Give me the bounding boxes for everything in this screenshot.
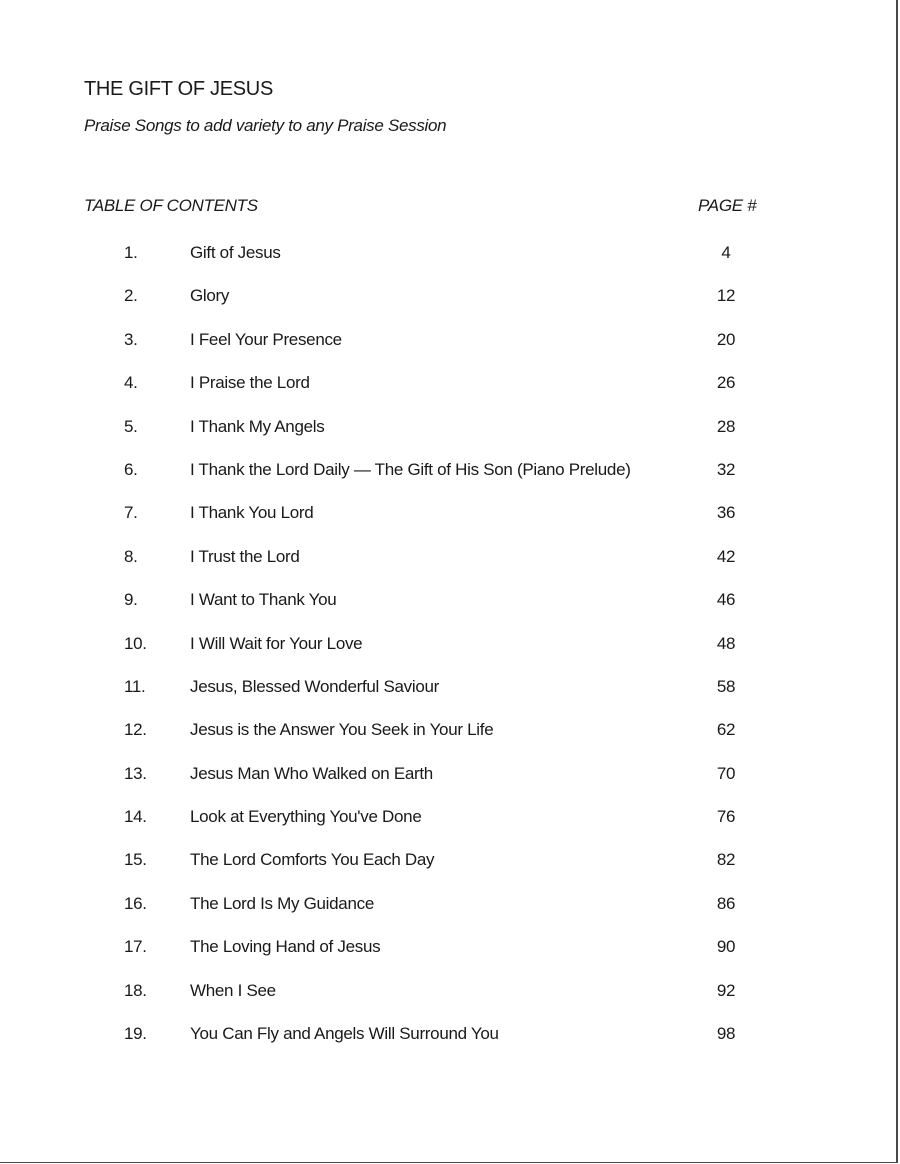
toc-header xyxy=(84,196,784,218)
toc-entry-page: 4 xyxy=(721,243,731,262)
toc-entry-page: 42 xyxy=(716,546,736,566)
toc-entry-title: The Loving Hand of Jesus xyxy=(190,937,381,957)
toc-entry xyxy=(0,937,898,980)
toc-page-column-label: PAGE # xyxy=(698,196,757,215)
toc-entry xyxy=(0,590,898,633)
toc-entry xyxy=(0,894,898,937)
toc-entry-number: 16. xyxy=(124,893,147,913)
toc-entry-number: 17. xyxy=(124,937,147,957)
toc-entry-title: The Lord Is My Guidance xyxy=(190,893,374,913)
toc-entry xyxy=(0,373,898,416)
toc-entry-page: 28 xyxy=(716,416,736,436)
toc-entry xyxy=(0,981,898,1024)
toc-entry-page: 76 xyxy=(716,807,736,827)
toc-entry-number: 15. xyxy=(124,850,147,870)
toc-entry xyxy=(0,1024,898,1067)
toc-entry-title: Jesus Man Who Walked on Earth xyxy=(190,763,433,783)
toc-entry xyxy=(0,634,898,677)
toc-entry-number: 18. xyxy=(124,980,147,1000)
page-title: THE GIFT OF JESUS xyxy=(84,78,273,100)
toc-entry-page: 36 xyxy=(716,503,736,523)
toc-entry-page: 90 xyxy=(716,937,736,957)
toc-entry-number: 9. xyxy=(124,590,138,610)
toc-header-label: TABLE OF CONTENTS xyxy=(84,196,258,215)
toc-list xyxy=(0,243,898,1067)
toc-entry-page: 98 xyxy=(716,1024,736,1044)
toc-entry-number: 4. xyxy=(124,373,138,393)
toc-entry xyxy=(0,547,898,590)
toc-entry-title: I Thank My Angels xyxy=(190,416,325,436)
toc-entry xyxy=(0,503,898,546)
toc-entry-number: 5. xyxy=(124,416,138,436)
toc-entry xyxy=(0,286,898,329)
toc-entry xyxy=(0,417,898,460)
toc-entry-title: Look at Everything You've Done xyxy=(190,807,422,827)
toc-entry-number: 12. xyxy=(124,720,147,740)
toc-entry-title: I Thank the Lord Daily — The Gift of His Son (Piano Prelude) xyxy=(190,459,631,479)
toc-entry-title: I Feel Your Presence xyxy=(190,329,342,349)
toc-entry-page: 46 xyxy=(716,590,736,610)
toc-entry-number: 10. xyxy=(124,633,147,653)
toc-entry xyxy=(0,807,898,850)
toc-entry-title: I Praise the Lord xyxy=(190,373,310,393)
toc-entry-number: 19. xyxy=(124,1024,147,1044)
toc-entry-page: 62 xyxy=(716,720,736,740)
toc-entry-number: 7. xyxy=(124,503,138,523)
toc-entry-number: 2. xyxy=(124,286,138,306)
toc-entry-title: Jesus is the Answer You Seek in Your Life xyxy=(190,720,494,740)
toc-entry-page: 58 xyxy=(716,676,736,696)
toc-entry-page: 48 xyxy=(716,633,736,653)
toc-entry-number: 1. xyxy=(124,243,138,262)
toc-entry-title: I Trust the Lord xyxy=(190,546,300,566)
toc-entry xyxy=(0,330,898,373)
toc-entry-number: 11. xyxy=(124,676,146,696)
toc-entry-number: 6. xyxy=(124,459,138,479)
toc-entry-page: 86 xyxy=(716,893,736,913)
toc-entry-title: I Thank You Lord xyxy=(190,503,314,523)
toc-entry-title: The Lord Comforts You Each Day xyxy=(190,850,435,870)
toc-entry xyxy=(0,720,898,763)
toc-entry-title: Glory xyxy=(190,286,230,306)
toc-entry-title: I Will Wait for Your Love xyxy=(190,633,363,653)
toc-entry-title: Jesus, Blessed Wonderful Saviour xyxy=(190,676,439,696)
toc-entry-number: 14. xyxy=(124,807,147,827)
toc-entry-page: 12 xyxy=(716,286,736,306)
toc-entry xyxy=(0,243,898,286)
toc-entry-page: 92 xyxy=(716,980,736,1000)
toc-entry xyxy=(0,764,898,807)
toc-entry-title: When I See xyxy=(190,980,276,1000)
toc-entry-page: 32 xyxy=(716,459,736,479)
toc-entry-title: You Can Fly and Angels Will Surround You xyxy=(190,1024,499,1044)
toc-entry-number: 3. xyxy=(124,329,138,349)
toc-entry xyxy=(0,460,898,503)
toc-entry xyxy=(0,677,898,720)
toc-entry xyxy=(0,850,898,893)
toc-entry-number: 13. xyxy=(124,763,147,783)
toc-entry-page: 70 xyxy=(716,763,736,783)
toc-entry-page: 82 xyxy=(716,850,736,870)
toc-entry-page: 20 xyxy=(716,329,736,349)
toc-entry-number: 8. xyxy=(124,546,138,566)
page-subtitle: Praise Songs to add variety to any Praise Session xyxy=(84,116,447,135)
toc-entry-page: 26 xyxy=(716,373,736,393)
toc-entry-title: Gift of Jesus xyxy=(190,243,281,262)
toc-entry-title: I Want to Thank You xyxy=(190,590,337,610)
